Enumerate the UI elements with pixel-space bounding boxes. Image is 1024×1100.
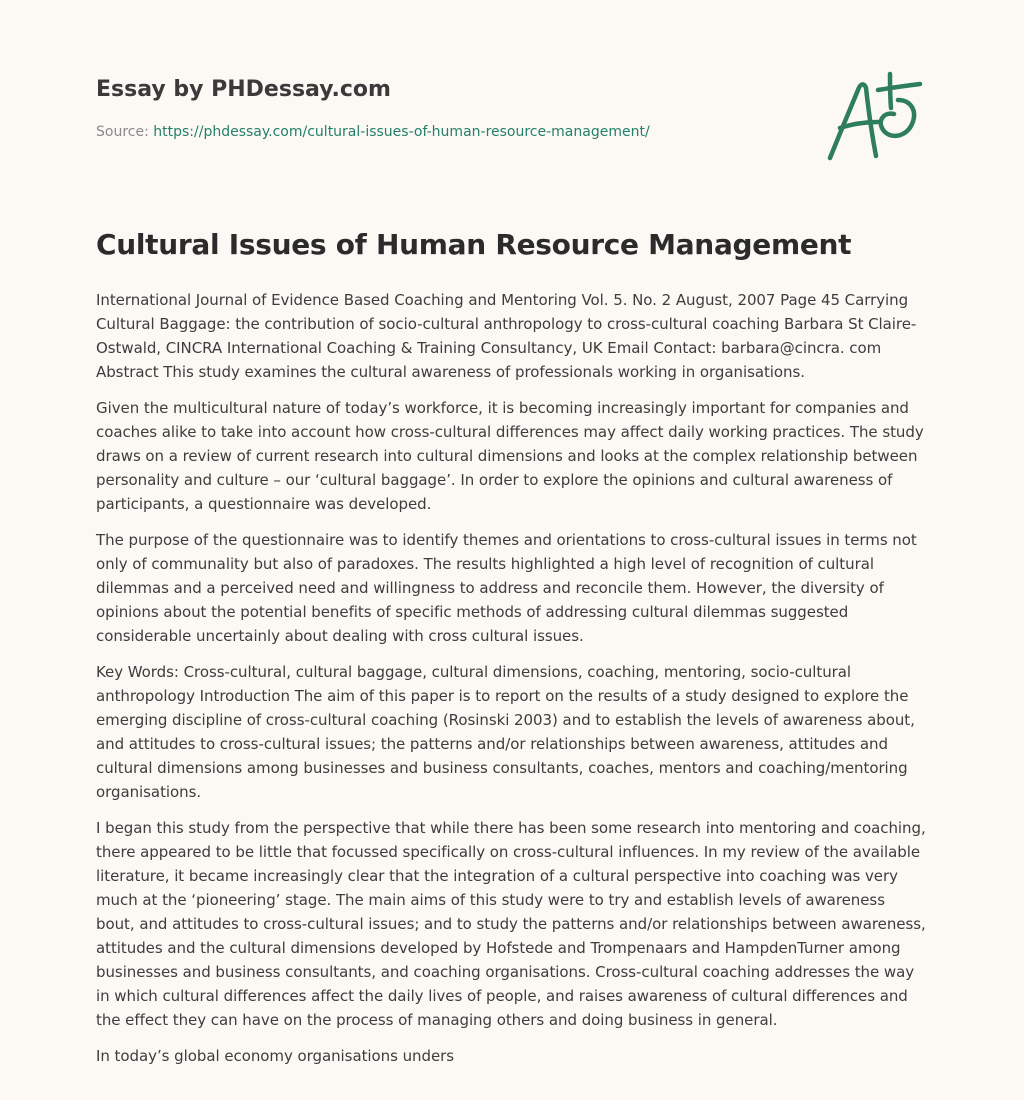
site-name: Essay by PHDessay.com xyxy=(96,77,391,102)
article-paragraph: Given the multicultural nature of today’s workforce, it is becoming increasingly important for companies and coaches alike to take into account how cross-cultural differences may affect daily working practices. The study draws on a review of current research into cultural dimensions and looks at the complex relationship between personality and culture – our ‘cultural baggage’. In order to explore the opinions and cultural awareness of participants, a questionnaire was developed. xyxy=(96,399,924,513)
a-plus-logo-icon xyxy=(824,66,928,166)
article xyxy=(96,226,926,1080)
article-paragraph: The purpose of the questionnaire was to identify themes and orientations to cross-cultural issues in terms not only of communality but also of paradoxes. The results highlighted a high level of recognition of cultural dilemmas and a perceived need and willingness to address and reconcile them. However, the diversity of opinions about the potential benefits of specific methods of addressing cultural dilemmas suggested considerable uncertainly about dealing with cross cultural issues. xyxy=(96,531,917,645)
article-paragraph: International Journal of Evidence Based Coaching and Mentoring Vol. 5. No. 2 August, 2007 Page 45 Carrying Cultural Baggage: the contribution of socio-cultural anthropology to cross-cultural coaching Barbara St Claire-Ostwald, CINCRA International Coaching & Training Consultancy, UK Email Contact: barbara@cincra. com Abstract This study examines the cultural awareness of professionals working in organisations. xyxy=(96,291,917,381)
source-label: Source: xyxy=(96,124,154,140)
article-paragraph: In today’s global economy organisations unders xyxy=(96,1047,455,1065)
article-paragraph: I began this study from the perspective that while there has been some research into mentoring and coaching, there appeared to be little that focussed specifically on cross-cultural influences. In my review of the available literature, it became increasingly clear that the integration of a cultural perspective into coaching was very much at the ‘pioneering’ stage. The main aims of this study were to try and establish levels of awareness bout, and attitudes to cross-cultural issues; and to study the patterns and/or relationships between awareness, attitudes and the cultural dimensions developed by Hofstede and Trompenaars and HampdenTurner among businesses and business consultants, and coaching organisations. Cross-cultural coaching addresses the way in which cultural differences affect the daily lives of people, and raises awareness of cultural differences and the effect they can have on the process of managing others and doing business in general. xyxy=(96,819,926,1029)
article-title: Cultural Issues of Human Resource Management xyxy=(96,228,852,261)
page-header xyxy=(96,76,926,140)
source-link[interactable]: https://phdessay.com/cultural-issues-of-human-resource-management/ xyxy=(153,124,650,140)
article-paragraph: Key Words: Cross-cultural, cultural baggage, cultural dimensions, coaching, mentoring, socio-cultural anthropology Introduction The aim of this paper is to report on the results of a study designed to explore the emerging discipline of cross-cultural coaching (Rosinski 2003) and to establish the levels of awareness about, and attitudes to cross-cultural issues; the patterns and/or relationships between awareness, attitudes and cultural dimensions among businesses and business consultants, coaches, mentors and coaching/mentoring organisations. xyxy=(96,663,915,801)
source-line xyxy=(96,124,650,140)
